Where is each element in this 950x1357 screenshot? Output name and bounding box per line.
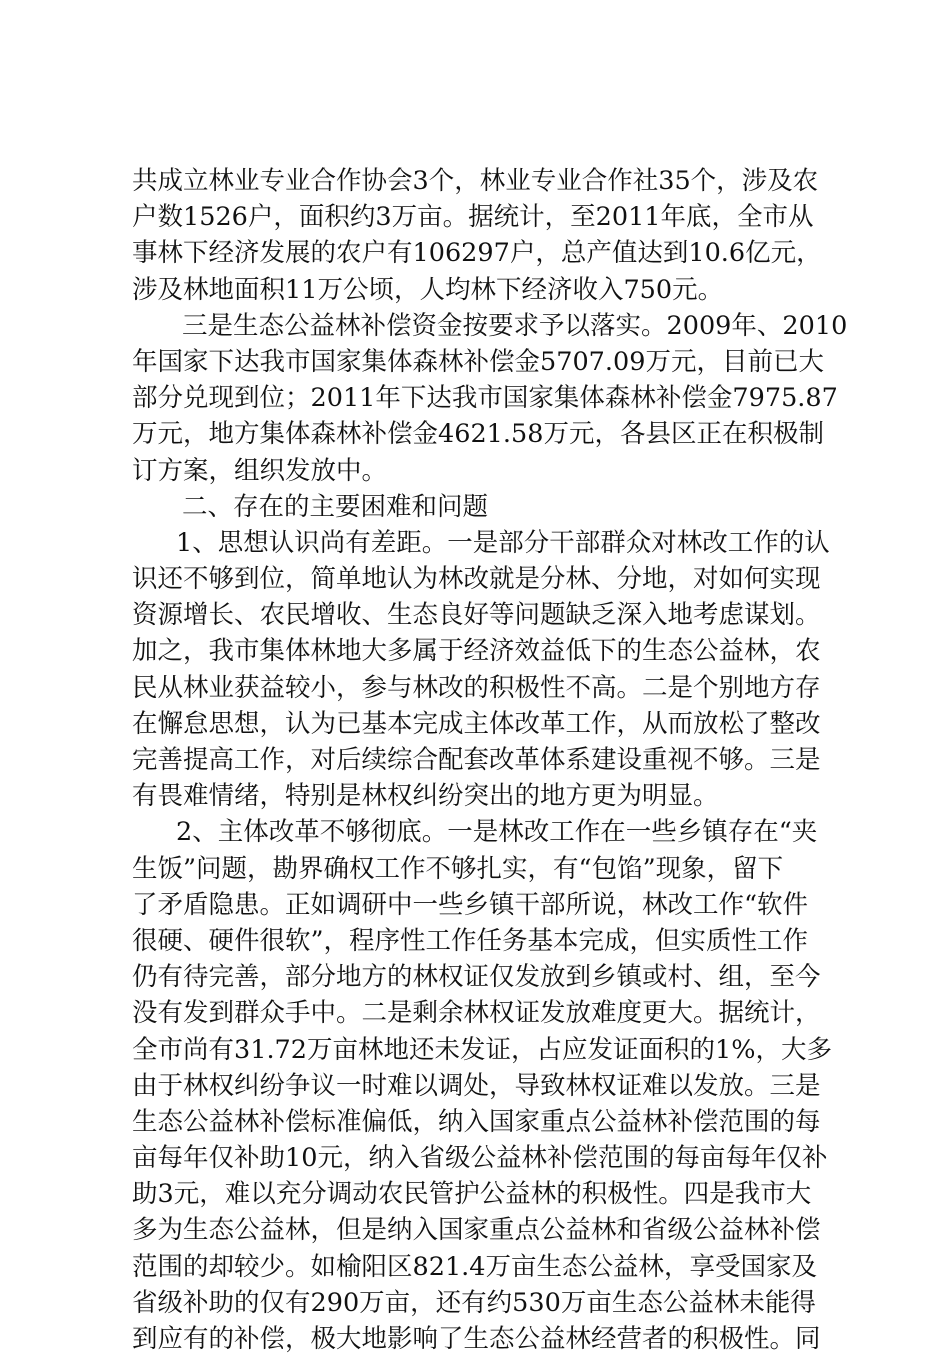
text-line: 完善提高工作，对后续综合配套改革体系建设重视不够。三是	[132, 745, 821, 775]
section-heading: 二、存在的主要困难和问题	[182, 491, 489, 522]
text-line: 全市尚有31.72万亩林地还未发证，占应发证面积的1%，大多	[132, 1034, 832, 1065]
text-line: 到应有的补偿，极大地影响了生态公益林经营者的积极性。同	[132, 1324, 821, 1354]
text-line: 万元，地方集体森林补偿金4621.58万元，各县区正在积极制	[132, 419, 824, 450]
text-line: 亩每年仅补助10元，纳入省级公益林补偿范围的每亩每年仅补	[132, 1143, 828, 1174]
text-line: 没有发到群众手中。二是剩余林权证发放难度更大。据统计，	[132, 998, 821, 1029]
text-line: 识还不够到位，简单地认为林改就是分林、分地，对如何实现	[132, 564, 821, 595]
text-line: 了矛盾隐患。正如调研中一些乡镇干部所说，林改工作“软件	[132, 889, 809, 920]
text-line: 省级补助的仅有290万亩，还有约530万亩生态公益林未能得	[132, 1287, 816, 1318]
body-text	[132, 163, 848, 1357]
text-line: 生态公益林补偿标准偏低，纳入国家重点公益林补偿范围的每	[132, 1106, 821, 1137]
text-line: 部分兑现到位；2011年下达我市国家集体森林补偿金7975.87	[132, 383, 838, 414]
text-line: 助3元，难以充分调动农民管护公益林的积极性。四是我市大	[132, 1179, 812, 1210]
text-line: 有畏难情绪，特别是林权纠纷突出的地方更为明显。	[132, 781, 719, 812]
paragraph-start-line: 2、主体改革不够彻底。一是林改工作在一些乡镇存在“夹	[176, 817, 818, 848]
text-line: 很硬、硬件很软”，程序性工作任务基本完成，但实质性工作	[132, 925, 809, 956]
paragraph-start-line: 1、思想认识尚有差距。一是部分干部群众对林改工作的认	[176, 527, 830, 558]
text-line: 户数1526户，面积约3万亩。据统计，至2011年底，全市从	[132, 202, 814, 233]
text-line: 范围的却较少。如榆阳区821.4万亩生态公益林，享受国家及	[132, 1251, 818, 1282]
text-line: 事林下经济发展的农户有106297户，总产值达到10.6亿元，	[132, 238, 822, 269]
text-line: 资源增长、农民增收、生态良好等问题缺乏深入地考虑谋划。	[132, 600, 821, 631]
text-line: 涉及林地面积11万公顷，人均林下经济收入750元。	[132, 274, 724, 305]
text-line: 订方案，组织发放中。	[132, 455, 388, 486]
text-line: 年国家下达我市国家集体森林补偿金5707.09万元，目前已大	[132, 346, 824, 377]
text-line: 多为生态公益林，但是纳入国家重点公益林和省级公益林补偿	[132, 1215, 821, 1246]
text-line: 生饭”问题，勘界确权工作不够扎实，有“包馅”现象，留下	[132, 853, 784, 884]
text-line: 民从林业获益较小，参与林改的积极性不高。二是个别地方存	[132, 672, 821, 703]
text-line: 共成立林业专业合作协会3个，林业专业合作社35个，涉及农	[132, 166, 819, 196]
text-line: 加之，我市集体林地大多属于经济效益低下的生态公益林，农	[132, 636, 821, 667]
text-line: 在懈怠思想，认为已基本完成主体改革工作，从而放松了整改	[132, 708, 821, 739]
text-line: 由于林权纠纷争议一时难以调处，导致林权证难以发放。三是	[132, 1070, 821, 1101]
text-line: 仍有待完善，部分地方的林权证仅发放到乡镇或村、组，至今	[132, 962, 821, 993]
paragraph-start-line: 三是生态公益林补偿资金按要求予以落实。2009年、2010	[182, 310, 848, 341]
